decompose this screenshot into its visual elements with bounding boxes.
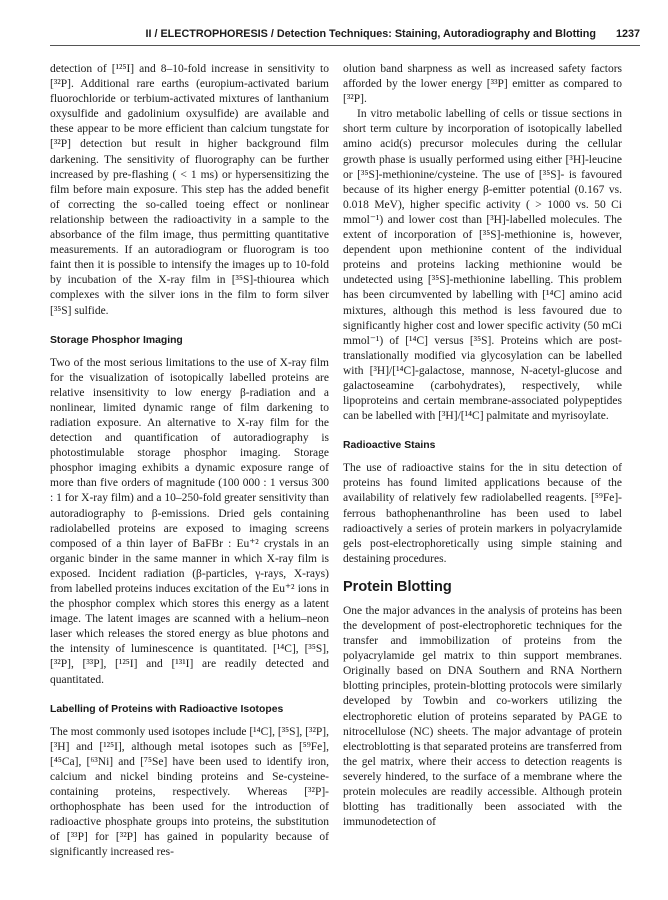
right-paragraph-1: olution band sharpness as well as increased safety factors afforded by the lower energy [³³P] emitter as compared to [³²P].	[343, 63, 622, 106]
page-number: 1237	[615, 28, 640, 40]
section-heading-labelling-isotopes: Labelling of Proteins with Radioactive Isotopes	[50, 703, 284, 715]
left-paragraph-3: The most commonly used isotopes include [¹⁴C], [³⁵S], [³²P], [³H] and [¹²⁵I], although metal isotopes such as [⁵⁹Fe], [⁴⁵Ca], [⁶³Ni] and [⁷⁵Se] have been used to identify iron, calcium and nickel binding proteins and Se-cysteine-containing proteins, respectively. Whereas [³²P]-orthophosphate has been used for the introduction of radioactive phosphate groups into proteins, the substitution of [³³P] for [³²P] has gained in popularity because of significantly increased res-	[50, 725, 329, 859]
running-header-title: II / ELECTROPHORESIS / Detection Techniques: Staining, Autoradiography and Blotting	[145, 28, 596, 40]
right-paragraph-3: The use of radioactive stains for the in situ detection of proteins has found limited applications because of the availability of relatively few radiolabelled reagents. [⁵⁹Fe]-ferrous bathophenanthroline has been used to label radioactively a series of protein markers in polyacrylamide gels post-electrophoretically using simple staining and destaining procedures.	[343, 462, 622, 565]
left-column	[50, 62, 329, 861]
left-paragraph-1: detection of [¹²⁵I] and 8–10-fold increase in sensitivity to [³²P]. Additional rare earths (europium-activated barium fluorochloride or terbium-activated mixtures of lanthanium oxysulfide and gadolinium oxysulfide) are available and these appear to be more efficient than calcium tungstate for [³²P] detection but result in higher background film darkening. The sensitivity of fluorography can be further increased by pre-flashing ( < 1 ms) or hypersensitizing the film before main exposure. This step has the added benefit of correcting the so-called toeing effect or nonlinear relationship between the radioactivity in a sample to the absorbance of the film image, thus permitting quantitative measurements. If an autoradiogram or fluorogram is too faint then it is possible to intensify the images up to 10-fold by incubation of the X-ray film in [³⁵S]-thiourea which complexes with the silver ions in the film to form silver [³⁵S] sulfide.	[50, 63, 329, 317]
right-column	[343, 62, 622, 830]
section-heading-protein-blotting: Protein Blotting	[343, 578, 452, 595]
section-heading-storage-phosphor-imaging: Storage Phosphor Imaging	[50, 334, 183, 346]
header-rule	[50, 45, 640, 46]
right-paragraph-4: One the major advances in the analysis of proteins has been the development of post-electrophoretic techniques for the transfer and immobilization of proteins from the polyacrylamide gel matrix to thin support membranes. Originally based on DNA Southern and RNA Northern blotting principles, protein-blotting protocols were similarly developed by Towbin and co-workers utilizing the electrophoretic elution of proteins separated by PAGE to nitrocellulose (NC) sheets. The major advantage of protein electroblotting is that separated proteins are transferred from the gel matrix, where their access to detection reagents is severely hindered, to the surface of a membrane where the protein molecules are readily accessible. Although protein blotting has traditionally been associated with the immunodetection of	[343, 604, 622, 829]
running-header	[50, 12, 640, 40]
right-paragraph-2: In vitro metabolic labelling of cells or tissue sections in short term culture by incorporation of isotopically labelled amino acid(s) precursor molecules during the cellular growth phase is usually performed using either [³H]-leucine or [³⁵S]-methionine/cysteine. The use of [³⁵S]- is favoured because of its higher energy β-emitter potential (0.167 vs. 0.018 MeV), higher specific activity ( > 1000 vs. 50 Ci mmol⁻¹) and lower cost than [³H]-labelled molecules. The extent of incorporation of [³⁵S]-methionine is, however, dependent upon methionine content of the individual proteins and proteins lacking methionine would be undetected using [³⁵S]-methionine labelling. This problem has been circumvented by labelling with [¹⁴C] amino acid mixtures, although this method is less favoured due to significantly higher cost and lower specific activity (50 mCi mmol⁻¹) of [¹⁴C] versus [³⁵S]. Proteins which are post-translationally modified via glycosylation can be labelled with [³H]/[¹⁴C]-galactose, mannose, N-acetyl-glucose and galactoseamine (carbohydrates), respectively, while lipoproteins and certain membrane-associated polypeptides can be labelled with [³H]/[¹⁴C] palmitate and myrisoylate.	[343, 108, 622, 423]
left-paragraph-2: Two of the most serious limitations to the use of X-ray film for the visualization of isotopically labelled proteins are relative insensitivity to low energy β-radiation and a nonlinear, limited dynamic range of film darkening to radiation exposure. An alternative to X-ray film for the detection and quantification of autoradiography is photostimulable storage phosphor imaging. Storage phosphor imaging exhibits a dynamic exposure range of more than five orders of magnitude (100 000 : 1 versus 300 : 1 for X-ray film) and a 10–250-fold greater sensitivity than autoradiography to β-emissions. Dried gels containing radiolabelled proteins are exposed to imaging screens composed of a thin layer of BaFBr : Eu⁺² crystals in an organic binder in the same manner in which X-ray film is exposed. Incident radiation (β-particles, γ-rays, X-rays) from labelled proteins induces excitation of the Eu⁺² ions in the phosphor complex which stores this energy as a latent image. The latent images are scanned with a helium–neon laser which releases the stored energy as blue photons and the intensity of luminescence is quantitated. [¹⁴C], [³⁵S], [³²P], [³³P], [¹²⁵I] and [¹³¹I] are readily detected and quantitated.	[50, 356, 329, 686]
section-heading-radioactive-stains: Radioactive Stains	[343, 440, 436, 452]
